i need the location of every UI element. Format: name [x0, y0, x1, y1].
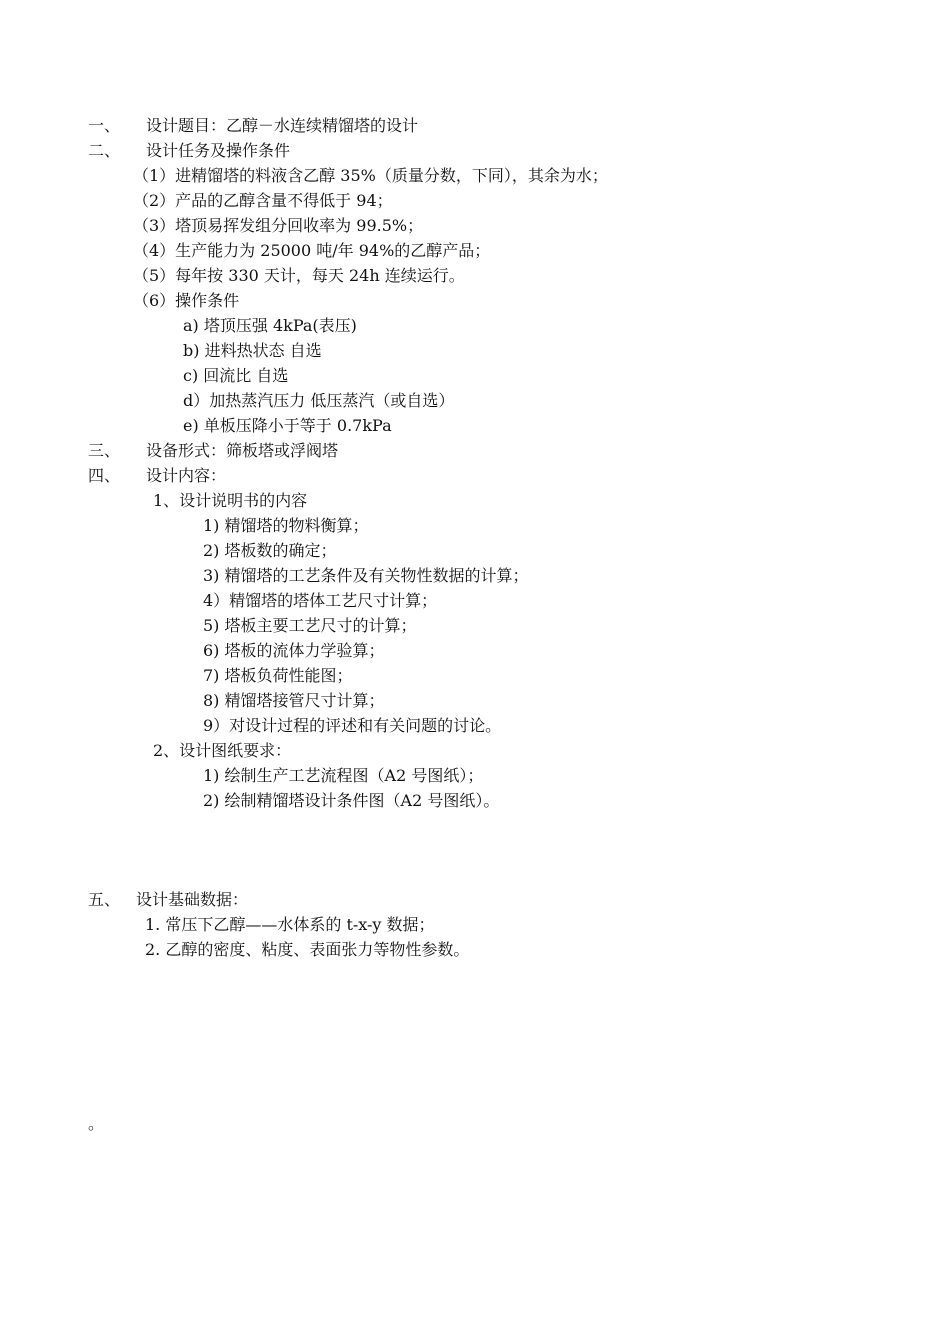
- task-item-4: （4）生产能力为 25000 吨/年 94%的乙醇产品；: [133, 241, 491, 260]
- task-item-6: （6）操作条件: [133, 291, 240, 310]
- content-item-3: 3) 精馏塔的工艺条件及有关物性数据的计算；: [203, 566, 529, 585]
- task-item-3: （3）塔顶易挥发组分回收率为 99.5%；: [133, 216, 424, 235]
- condition-a: a) 塔顶压强 4kPa(表压): [183, 316, 357, 335]
- section-1-number: 一、: [88, 116, 121, 135]
- content-item-2: 2) 塔板数的确定；: [203, 541, 337, 560]
- drawing-item-1: 1) 绘制生产工艺流程图（A2 号图纸）；: [203, 766, 484, 785]
- subsection-1-title: 1、设计说明书的内容: [153, 491, 308, 510]
- content-item-8: 8) 精馏塔接管尺寸计算；: [203, 691, 385, 710]
- content-item-9: 9）对设计过程的评述和有关问题的讨论。: [203, 716, 502, 735]
- condition-d: d）加热蒸汽压力 低压蒸汽（或自选）: [183, 391, 455, 410]
- task-item-2: （2）产品的乙醇含量不得低于 94；: [133, 191, 393, 210]
- content-item-7: 7) 塔板负荷性能图；: [203, 666, 353, 685]
- section-4-title: 设计内容：: [146, 466, 227, 485]
- trailing-period: 。: [88, 1114, 105, 1133]
- task-item-1: （1）进精馏塔的料液含乙醇 35%（质量分数，下同），其余为水；: [133, 166, 608, 185]
- section-3-title: 设备形式：筛板塔或浮阀塔: [146, 441, 339, 460]
- section-2-number: 二、: [88, 141, 121, 160]
- section-1-title: 设计题目：乙醇－水连续精馏塔的设计: [146, 116, 419, 135]
- content-item-4: 4）精馏塔的塔体工艺尺寸计算；: [203, 591, 438, 610]
- content-item-1: 1) 精馏塔的物料衡算；: [203, 516, 369, 535]
- data-item-1: 1. 常压下乙醇——水体系的 t-x-y 数据；: [145, 915, 435, 934]
- condition-b: b) 进料热状态 自选: [183, 341, 322, 360]
- section-2-title: 设计任务及操作条件: [146, 141, 291, 160]
- section-4-number: 四、: [88, 466, 121, 485]
- content-item-6: 6) 塔板的流体力学验算；: [203, 641, 385, 660]
- section-5-title: 设计基础数据：: [136, 890, 249, 909]
- section-5-number: 五、: [88, 890, 121, 909]
- data-item-2: 2. 乙醇的密度、粘度、表面张力等物性参数。: [145, 940, 470, 959]
- section-3-number: 三、: [88, 441, 121, 460]
- condition-e: e) 单板压降小于等于 0.7kPa: [183, 416, 392, 435]
- content-item-5: 5) 塔板主要工艺尺寸的计算；: [203, 616, 417, 635]
- subsection-2-title: 2、设计图纸要求：: [153, 741, 292, 760]
- condition-c: c) 回流比 自选: [183, 366, 289, 385]
- task-item-5: （5）每年按 330 天计，每天 24h 连续运行。: [133, 266, 465, 285]
- drawing-item-2: 2) 绘制精馏塔设计条件图（A2 号图纸）。: [203, 791, 500, 810]
